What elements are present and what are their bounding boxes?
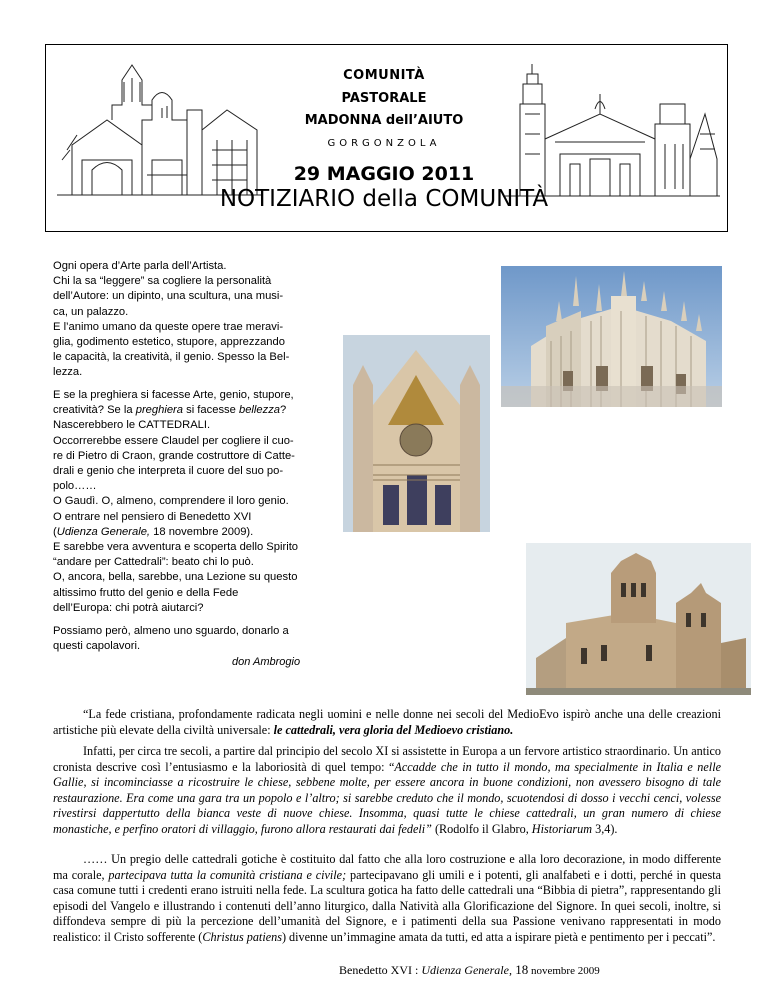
milan-cathedral-photo — [501, 266, 722, 407]
signature: don Ambrogio — [232, 656, 301, 668]
intro-line: O Gaudì. O, almeno, comprendere il loro genio. — [53, 495, 289, 508]
intro-text: ( — [53, 525, 57, 538]
quote-text — [53, 744, 721, 838]
intro-line: E sarebbe vera avventura e scoperta dello Spirito — [53, 541, 299, 554]
header-line-pastorale: PASTORALE — [341, 91, 427, 106]
quote-italic: Christus patiens — [202, 929, 282, 944]
intro-line: le capacità, la creatività, il genio. Spesso la Bel- — [53, 351, 290, 364]
intro-text: 18 novembre 2009). — [150, 525, 254, 538]
romanesque-church-photo — [526, 543, 751, 695]
intro-line: Ogni opera d’Arte parla dell’Artista. — [53, 260, 227, 272]
quote-italic: Historiarum — [531, 821, 593, 836]
intro-em: preghiera — [135, 404, 183, 417]
intro-line: glia, godimento estetico, stupore, apprezzando — [53, 336, 285, 349]
intro-paragraph-2 — [53, 388, 343, 616]
intro-line: drali e genio che interpreta il cuore del suo po- — [53, 465, 284, 478]
quote-span: Infatti, per circa tre secoli, a partire dal principio del secolo XI si assistette in Europa a un fervore artistico straordinario. Un antico cronista descrive così l’entusiasmo e la laboriosità di quel tempo: “ — [53, 744, 721, 774]
header-line-gorgonzola: GORGONZOLA — [327, 138, 441, 149]
quote-text — [53, 852, 721, 946]
intro-paragraph-3 — [53, 624, 343, 654]
intro-line: O, ancora, bella, sarebbe, una Lezione su questo — [53, 571, 298, 584]
quote-italic: Accadde che in tutto il mondo, ma specialmente in Italia e nelle Gallie, si incominciasse a ricostruire le chiese, sebbene molte, per essere ancora in buone condizioni, non avessero bisogno di tale restaurazione. Era come una gara tra un popolo e l’altro; si sarebbe creduto che il mondo, scuotendosi di dosso i vecchi cenci, volesse rivestirsi dappertutto della bianca veste di nuove chiese. Insomma, quasi tutte le chiese cattedrali, un gran numero di chiese monastiche, e perfino oratori di villaggio, furono allora restaurati dai fedeli” — [53, 759, 721, 836]
intro-em: bellezza — [238, 404, 281, 417]
footer-source: Udienza Generale, — [421, 963, 512, 977]
quote-span: ) divenne un’immagine amata da tutti, ed atta a ispirare pietà e pentimento per i peccati”. — [281, 929, 716, 944]
intro-line: altissimo frutto del genio e della Fede — [53, 586, 239, 599]
intro-line: dell’Autore: un dipinto, una scultura, una musi- — [53, 290, 284, 303]
intro-line: E l’animo umano da queste opere trae meravi- — [53, 320, 284, 333]
intro-line: questi capolavori. — [53, 640, 141, 653]
intro-line — [53, 403, 343, 418]
intro-text: creatività? Se la — [53, 404, 136, 417]
quote-span: 3,4). — [592, 821, 618, 836]
intro-line: re di Pietro di Craon, grande costruttore di Catte- — [53, 449, 295, 462]
header-line-comunita: COMUNITÀ — [343, 68, 425, 83]
orvieto-cathedral-photo — [343, 335, 490, 532]
quote-italic: partecipava tutta la comunità cristiana e civile; — [108, 867, 347, 882]
intro-text: si facesse — [183, 404, 239, 417]
intro-line: Possiamo però, almeno uno sguardo, donarlo a — [53, 625, 289, 637]
intro-line: ca, un palazzo. — [53, 305, 129, 318]
intro-line: Nascerebbero le CATTEDRALI. — [53, 419, 211, 432]
intro-line: Chi la sa “leggere” sa cogliere la personalità — [53, 275, 272, 288]
footer-day: 18 — [511, 962, 529, 977]
header-line-madonna: MADONNA dell’AIUTO — [304, 113, 464, 128]
quote-span: (Rodolfo il Glabro, — [431, 821, 532, 836]
footer-author: Benedetto XVI : — [339, 963, 422, 977]
footer-citation — [339, 962, 600, 978]
quote-paragraph-2 — [53, 744, 721, 838]
quote-span: partecipavano gli umili e i potenti, gli analfabeti e i dotti, perché in questa casa comune tutti i credenti erano istruiti nella fede. La scultura gotica ha fatto delle cattedrali una “Bibbia di pietra”, rappresentando gli episodi del Vangelo e illustrando i contenuti dell’anno liturgico, dalla Natività alla Glorificazione del Signore. In quei secoli, inoltre, si diffondeva sempre di più la percezione dell’umanità del Signore, e i patimenti della sua Passione venivano rappresentati in modo realistico: il Cristo sofferente ( — [53, 867, 721, 944]
intro-paragraph-1 — [53, 259, 343, 381]
header-title: NOTIZIARIO della COMUNITÀ — [219, 186, 549, 212]
intro-line: “andare per Cattedrali”: beato chi lo può. — [53, 556, 254, 569]
intro-line: O entrare nel pensiero di Benedetto XVI — [53, 510, 252, 523]
footer-date: novembre 2009 — [528, 965, 600, 977]
intro-em: Udienza Generale, — [56, 525, 151, 538]
intro-line: dell’Europa: chi potrà aiutarci? — [53, 601, 204, 614]
quote-paragraph-1 — [53, 707, 721, 738]
header-date: 29 MAGGIO 2011 — [293, 163, 475, 185]
quote-highlight: le cattedrali, vera gloria del Medioevo cristiano. — [273, 722, 514, 737]
intro-text: ? — [280, 404, 287, 417]
quote-span: …… Un pregio delle cattedrali gotiche è costituito dal fatto che alla loro costruzione e alla loro decorazione, in modo differente ma corale, — [53, 852, 721, 882]
quote-text — [53, 707, 721, 738]
intro-line — [53, 525, 343, 540]
intro-line: E se la preghiera si facesse Arte, genio, stupore, — [53, 389, 294, 401]
quote-paragraph-3 — [53, 852, 721, 946]
quote-span: “La fede cristiana, profondamente radicata negli uomini e nelle donne nei secoli del MedioEvo ispirò anche una delle creazioni artistiche più elevate della civiltà universale: — [53, 707, 721, 737]
intro-line: polo…… — [53, 480, 97, 493]
intro-line: Occorrerebbe essere Claudel per cogliere il cuo- — [53, 434, 294, 447]
intro-line: lezza. — [53, 366, 83, 379]
